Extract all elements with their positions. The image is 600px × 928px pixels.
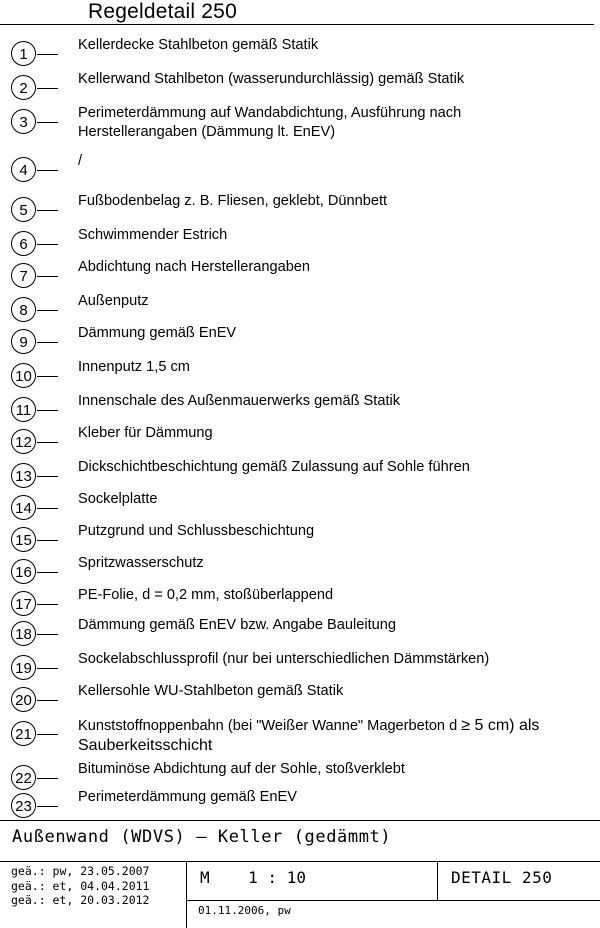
leader-line xyxy=(37,778,58,779)
leader-line xyxy=(37,410,58,411)
item-text xyxy=(78,458,470,477)
item-text xyxy=(78,226,227,245)
item-number-badge: 8 xyxy=(11,297,36,322)
revision-list xyxy=(11,864,149,908)
item-number-badge: 17 xyxy=(11,591,36,616)
item-text-line: Sauberkeitsschicht xyxy=(78,737,213,754)
leader-line xyxy=(37,210,58,211)
item-number-badge: 13 xyxy=(11,463,36,488)
item-number-badge: 22 xyxy=(11,765,36,790)
item-number-badge: 19 xyxy=(11,655,36,680)
leader-line xyxy=(37,342,58,343)
item-text-line: Innenputz 1,5 cm xyxy=(78,359,190,375)
item-text xyxy=(78,788,297,807)
item-number-badge: 4 xyxy=(11,157,36,182)
leader-line xyxy=(37,122,58,123)
item-text-line: Perimeterdämmung gemäß EnEV xyxy=(78,789,297,805)
item-number-badge: 21 xyxy=(11,721,36,746)
item-text xyxy=(78,522,314,541)
page-title: Regeldetail 250 xyxy=(88,0,237,23)
item-text-line: Spritzwasserschutz xyxy=(78,555,204,571)
item-text xyxy=(78,616,396,635)
item-text-line: PE-Folie, d = 0,2 mm, stoßüberlappend xyxy=(78,587,334,603)
item-number-badge: 3 xyxy=(11,109,36,134)
item-number-badge: 7 xyxy=(11,263,36,288)
item-number-badge: 1 xyxy=(11,41,36,66)
leader-line xyxy=(37,88,58,89)
item-text xyxy=(78,490,158,509)
item-text-line: Dickschichtbeschichtung gemäß Zulassung auf Sohle führen xyxy=(78,459,470,475)
item-text-line: Sockelabschlussprofil (nur bei unterschiedlichen Dämmstärken) xyxy=(78,651,490,667)
item-text xyxy=(78,650,489,669)
legend-item xyxy=(0,190,600,224)
leader-line xyxy=(37,476,58,477)
leader-line xyxy=(37,668,58,669)
item-text xyxy=(78,292,149,311)
item-text xyxy=(78,192,387,211)
item-text xyxy=(78,760,405,779)
legend-item xyxy=(0,150,600,184)
item-text-line: Schwimmender Estrich xyxy=(78,227,228,243)
legend-item xyxy=(0,786,600,820)
legend-item xyxy=(0,714,600,754)
revision-entry: geä.: et, 20.03.2012 xyxy=(11,893,150,907)
item-text xyxy=(78,36,318,55)
item-text xyxy=(78,324,236,343)
legend-item xyxy=(0,390,600,424)
item-number-badge: 6 xyxy=(11,231,36,256)
revision-entry: geä.: et, 04.04.2011 xyxy=(11,878,150,893)
item-text-line: Herstellerangaben (Dämmung lt. EnEV) xyxy=(78,124,336,140)
item-text-line: Kellerwand Stahlbeton (wasserundurchlässig) gemäß Statik xyxy=(78,71,465,87)
item-text xyxy=(78,424,213,443)
legend-item xyxy=(0,322,600,356)
item-text-line: Kleber für Dämmung xyxy=(78,425,213,441)
legend-item xyxy=(0,488,600,522)
item-number-badge: 10 xyxy=(11,363,36,388)
legend-item xyxy=(0,456,600,490)
item-text-line: Kellersohle WU-Stahlbeton gemäß Statik xyxy=(78,683,344,699)
item-number-badge: 15 xyxy=(11,527,36,552)
item-number-badge: 23 xyxy=(11,793,36,818)
legend-item xyxy=(0,256,600,290)
leader-line xyxy=(37,310,58,311)
item-text-line: Abdichtung nach Herstellerangaben xyxy=(78,259,311,275)
item-number-badge: 18 xyxy=(11,621,36,646)
legend-item xyxy=(0,422,600,456)
item-text-line: / xyxy=(78,153,83,169)
legend-item xyxy=(0,648,600,682)
item-text xyxy=(78,70,464,89)
leader-line xyxy=(37,508,58,509)
item-number-badge: 5 xyxy=(11,197,36,222)
leader-line xyxy=(37,170,58,171)
item-text-line: Dämmung gemäß EnEV bzw. Angabe Bauleitung xyxy=(78,617,397,633)
legend-item xyxy=(0,356,600,390)
item-number-badge: 16 xyxy=(11,559,36,584)
item-text xyxy=(78,258,310,277)
item-text-line: Kunststoffnoppenbahn (bei "Weißer Wanne" Magerbeton d xyxy=(78,718,462,734)
leader-line xyxy=(37,700,58,701)
item-number-badge: 2 xyxy=(11,75,36,100)
item-text xyxy=(78,716,539,756)
legend-item xyxy=(0,552,600,586)
leader-line xyxy=(37,540,58,541)
item-text-line: Perimeterdämmung auf Wandabdichtung, Ausführung nach xyxy=(78,105,462,121)
legend-item xyxy=(0,290,600,324)
item-text xyxy=(78,392,400,411)
item-number-badge: 20 xyxy=(11,687,36,712)
item-text-line: Putzgrund und Schlussbeschichtung xyxy=(78,523,315,539)
item-text xyxy=(78,152,82,171)
item-text-line: Bituminöse Abdichtung auf der Sohle, stoßverklebt xyxy=(78,761,405,777)
leader-line xyxy=(37,276,58,277)
legend-item xyxy=(0,34,600,68)
item-text-line: Sockelplatte xyxy=(78,491,158,507)
item-number-badge: 12 xyxy=(11,429,36,454)
item-number-badge: 14 xyxy=(11,495,36,520)
leader-line xyxy=(37,54,58,55)
detail-number: DETAIL 250 xyxy=(451,868,553,887)
item-text-line: Fußbodenbelag z. B. Fliesen, geklebt, Dünnbett xyxy=(78,193,388,209)
item-text xyxy=(78,554,204,573)
leader-line xyxy=(37,376,58,377)
legend-item xyxy=(0,68,600,102)
item-text xyxy=(78,586,333,605)
leader-line xyxy=(37,442,58,443)
drawing-title: Außenwand (WDVS) – Keller (gedämmt) xyxy=(12,827,392,847)
legend-item xyxy=(0,224,600,258)
legend-item xyxy=(0,614,600,648)
item-text xyxy=(78,358,190,377)
legend-item xyxy=(0,584,600,618)
item-text-line: Dämmung gemäß EnEV xyxy=(78,325,237,341)
item-text-line: Kellerdecke Stahlbeton gemäß Statik xyxy=(78,37,319,53)
drawing-date: 01.11.2006, pw xyxy=(198,904,291,917)
item-number-badge: 9 xyxy=(11,329,36,354)
legend-item xyxy=(0,680,600,714)
item-text-line: Innenschale des Außenmauerwerks gemäß Statik xyxy=(78,393,401,409)
revision-entry: geä.: pw, 23.05.2007 xyxy=(11,864,150,878)
item-text-line: ≥ 5 cm) als xyxy=(461,717,540,734)
legend-item xyxy=(0,102,600,140)
item-text-line: Außenputz xyxy=(78,293,149,309)
leader-line xyxy=(37,806,58,807)
leader-line xyxy=(37,572,58,573)
item-number-badge: 11 xyxy=(11,397,36,422)
leader-line xyxy=(37,604,58,605)
item-text xyxy=(78,682,343,701)
leader-line xyxy=(37,634,58,635)
scale-label: M 1 : 10 xyxy=(200,868,306,887)
leader-line xyxy=(37,734,58,735)
item-text xyxy=(78,104,461,142)
title-underline xyxy=(0,24,594,25)
legend-item xyxy=(0,520,600,554)
leader-line xyxy=(37,244,58,245)
